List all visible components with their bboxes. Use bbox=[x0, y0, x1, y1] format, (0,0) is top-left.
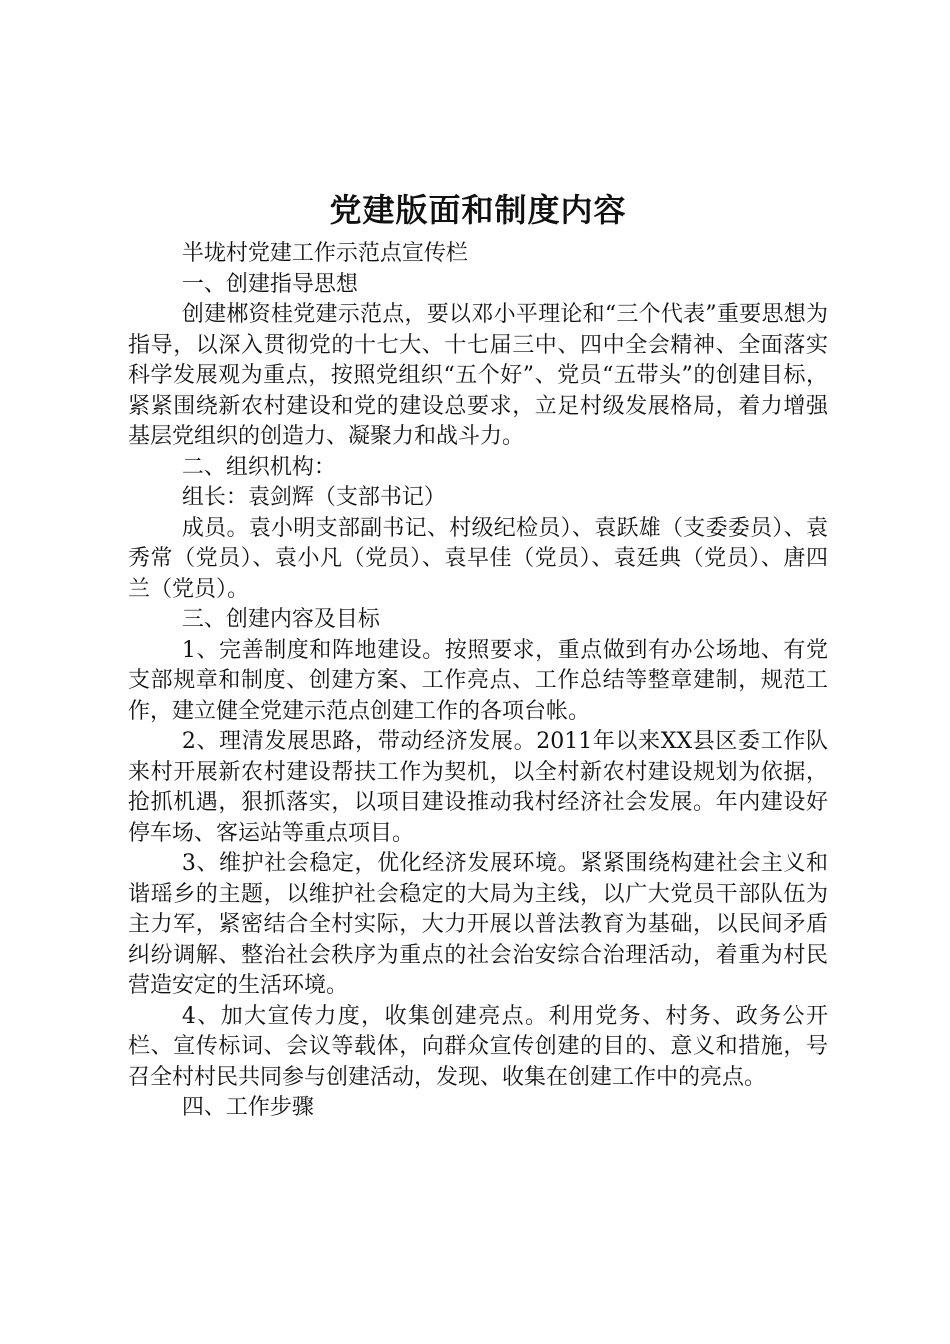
body-paragraph: 1、完善制度和阵地建设。按照要求，重点做到有办公场地、有党支部规章和制度、创建方案、工作亮点、工作总结等整章建制，规范工作，建立健全党建示范点创建工作的各项台帐。 bbox=[128, 637, 828, 724]
body-paragraph: 2、理清发展思路，带动经济发展。2011年以来XX县区委工作队来村开展新农村建设帮扶工作为契机，以全村新农村建设规划为依据，抢抓机遇，狠抓落实，以项目建设推动我村经济社会发展。年内建设好停车场、客运站等重点项目。 bbox=[128, 729, 828, 846]
body-paragraph: 组长：袁剑辉（支部书记） bbox=[181, 485, 446, 510]
subtitle: 半垅村党建工作示范点宣传栏 bbox=[181, 241, 468, 266]
section-heading-4: 四、工作步骤 bbox=[181, 1095, 314, 1120]
document-title: 党建版面和制度内容 bbox=[329, 191, 627, 229]
body-paragraph: 4、加大宣传力度，收集创建亮点。利用党务、村务、政务公开栏、宣传标词、会议等载体，向群众宣传创建的目的、意义和措施，号召全村村民共同参与创建活动，发现、收集在创建工作中的亮点。 bbox=[128, 1003, 828, 1090]
section-heading-1: 一、创建指导思想 bbox=[181, 271, 358, 297]
body-paragraph: 成员。袁小明支部副书记、村级纪检员）、袁跃雄（支委委员）、袁秀常（党员）、袁小凡（党员）、袁早佳（党员）、袁廷典（党员）、唐四兰（党员）。 bbox=[128, 515, 828, 602]
section-heading-2: 二、组织机构： bbox=[181, 454, 336, 480]
section-heading-3: 三、创建内容及目标 bbox=[181, 607, 380, 632]
document-page bbox=[128, 185, 828, 1124]
body-paragraph: 3、维护社会稳定，优化经济发展环境。紧紧围绕构建社会主义和谐瑶乡的主题，以维护社会稳定的大局为主线，以广大党员干部队伍为主力军，紧密结合全村实际，大力开展以普法教育为基础，以民间矛盾纠纷调解、整治社会秩序为重点的社会治安综合治理活动，着重为村民营造安定的生活环境。 bbox=[128, 851, 828, 998]
body-paragraph: 创建郴资桂党建示范点，要以邓小平理论和“三个代表”重要思想为指导，以深入贯彻党的十七大、十七届三中、四中全会精神、全面落实科学发展观为重点，按照党组织“五个好”、党员“五带头”的创建目标，紧紧围绕新农村建设和党的建设总要求，立足村级发展格局，着力增强基层党组织的创造力、凝聚力和战斗力。 bbox=[128, 302, 828, 449]
